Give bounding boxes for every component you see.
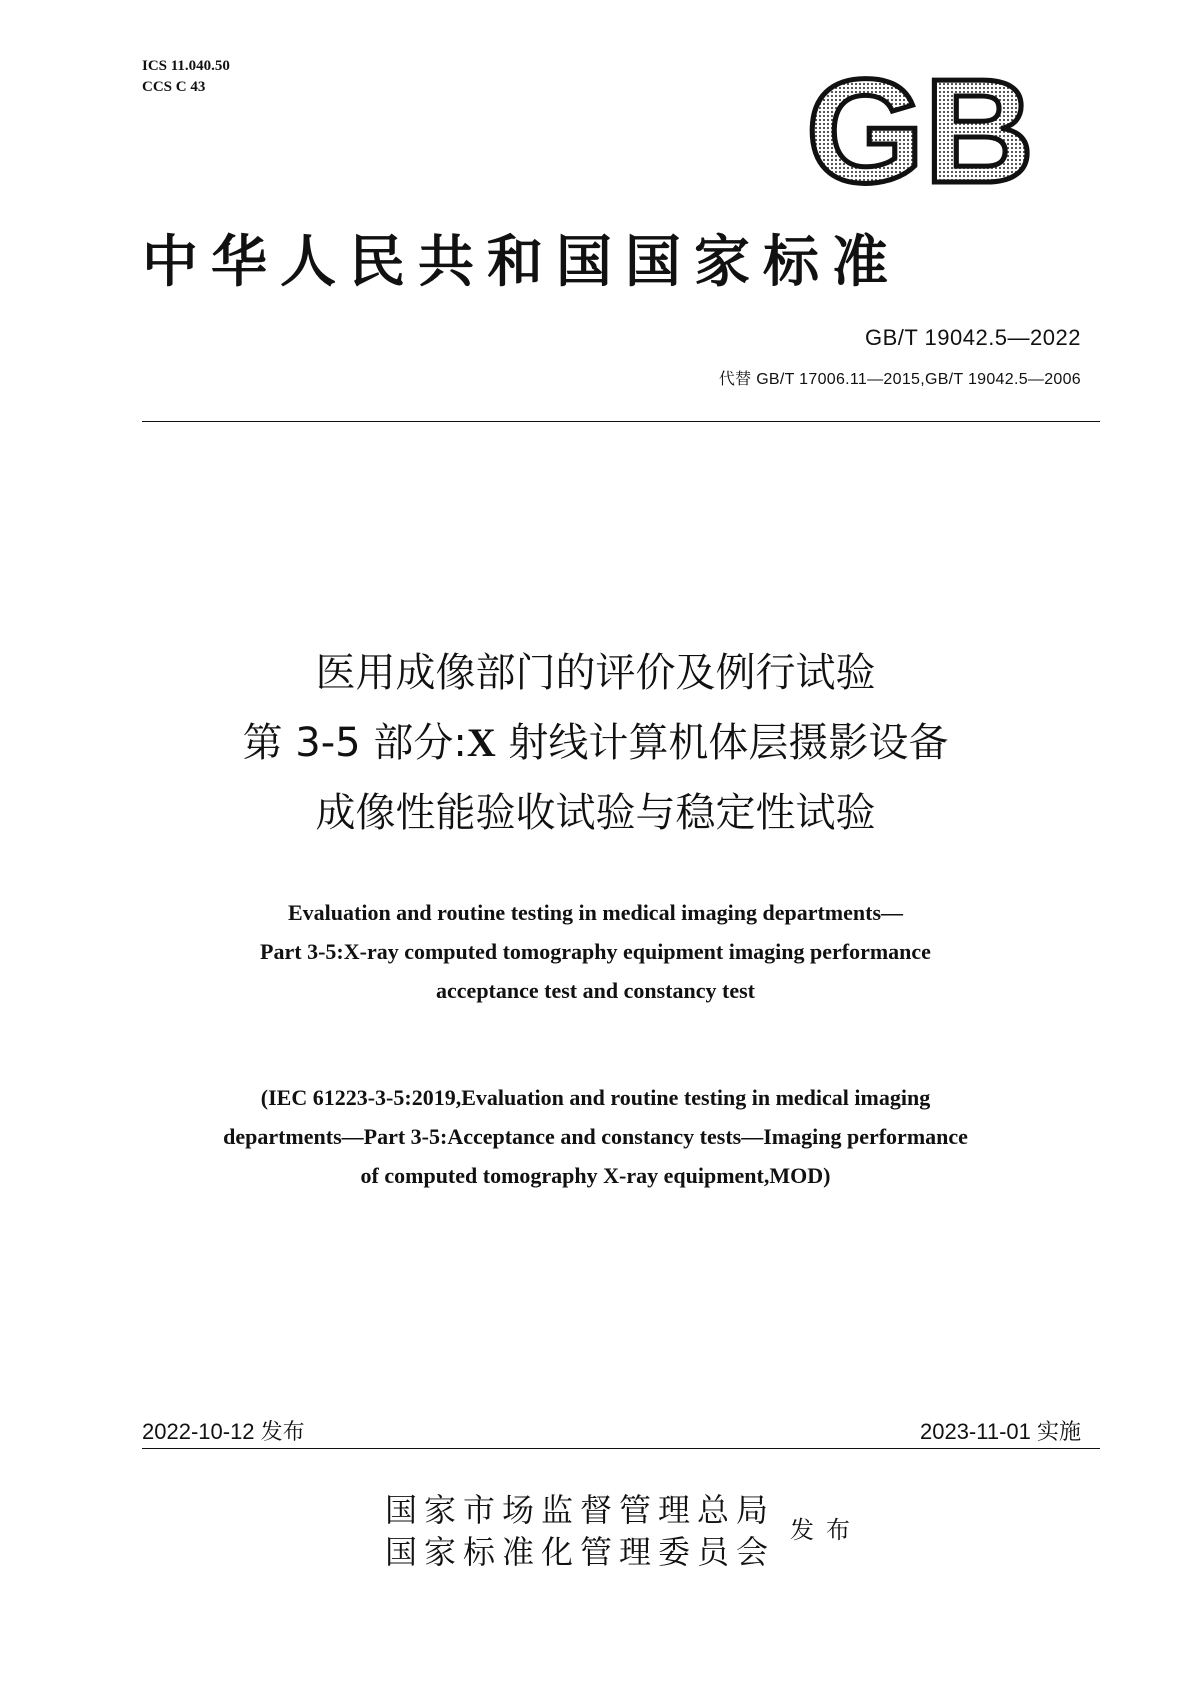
- issuer-sac: 国家标准化管理委员会: [385, 1533, 776, 1571]
- iec-reference-line-3: of computed tomography X-ray equipment,MOD): [360, 1163, 831, 1188]
- chinese-title-line-2: [0, 708, 1191, 778]
- chinese-title-line-2-x: X: [466, 720, 496, 765]
- classification-codes: [142, 56, 230, 98]
- ccs-code: CCS C 43: [142, 79, 206, 95]
- issue-date: 2022-10-12 发布: [142, 1419, 305, 1444]
- iec-reference-line-1: (IEC 61223-3-5:2019,Evaluation and routine testing in medical imaging: [260, 1085, 931, 1110]
- english-title-line-2: Part 3-5:X-ray computed tomography equipment imaging performance: [260, 939, 931, 964]
- gb-logo: [806, 70, 1036, 192]
- standard-number: GB/T 19042.5—2022: [864, 325, 1081, 350]
- chinese-title: [0, 638, 1191, 848]
- footer-divider: [142, 1448, 1100, 1449]
- chinese-title-line-2-suffix: 射线计算机体层摄影设备: [495, 720, 949, 766]
- replaces-note: 代替 GB/T 17006.11—2015,GB/T 19042.5—2006: [718, 371, 1081, 388]
- chinese-title-line-2-prefix: 第 3-5 部分:: [242, 720, 467, 766]
- implementation-date: 2023-11-01 实施: [919, 1419, 1081, 1444]
- chinese-title-line-3: 成像性能验收试验与稳定性试验: [315, 790, 876, 836]
- issuer-samr: 国家市场监督管理总局: [385, 1491, 776, 1529]
- issuing-authorities: [385, 1489, 775, 1573]
- english-title-line-3: acceptance test and constancy test: [436, 978, 755, 1003]
- iec-reference-line-2: departments—Part 3-5:Acceptance and constancy tests—Imaging performance: [223, 1124, 968, 1149]
- header-divider: [142, 421, 1100, 422]
- svg-text:GB: GB: [806, 70, 1034, 192]
- ics-code: ICS 11.040.50: [142, 58, 230, 74]
- chinese-title-line-1: 医用成像部门的评价及例行试验: [315, 650, 876, 696]
- english-title: [0, 893, 1191, 1010]
- publish-label: 发布: [790, 1516, 862, 1544]
- english-title-line-1: Evaluation and routine testing in medical imaging departments—: [287, 900, 904, 925]
- iec-reference: [0, 1078, 1191, 1195]
- national-standard-heading: 中华人民共和国国家标准: [142, 229, 901, 295]
